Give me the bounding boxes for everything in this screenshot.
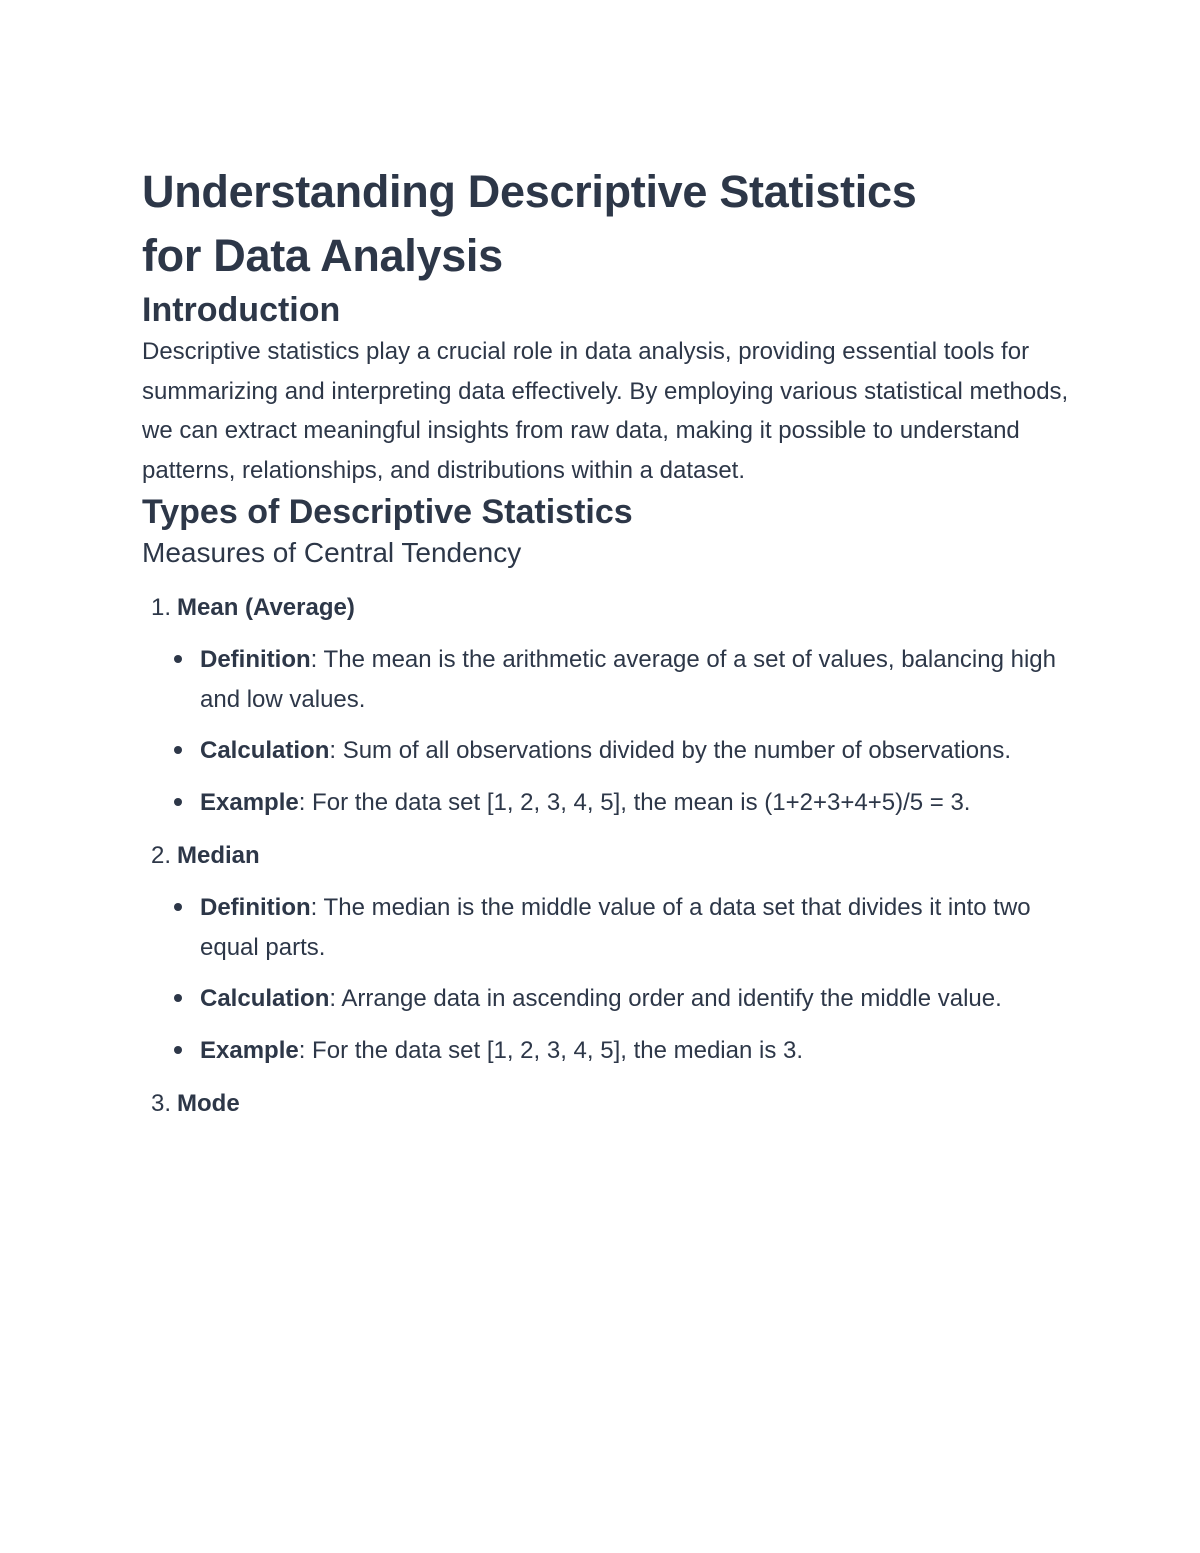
document-page: [142, 160, 1072, 1138]
bullet-icon: [174, 903, 182, 911]
detail-calculation: [200, 731, 1072, 771]
detail-text: : The mean is the arithmetic average of a set of values, balancing high and low values.: [200, 646, 1056, 713]
types-heading: Types of Descriptive Statistics: [142, 493, 633, 531]
measure-name: Mean (Average): [177, 594, 355, 621]
measure-details: [142, 640, 1072, 822]
detail-text: : The median is the middle value of a data set that divides it into two equal parts.: [200, 894, 1031, 961]
measure-item-median: [142, 836, 1072, 1070]
detail-term: Calculation: [200, 737, 330, 764]
measure-name: Median: [177, 842, 260, 869]
detail-text: : For the data set [1, 2, 3, 4, 5], the median is 3.: [298, 1036, 803, 1064]
introduction-heading: Introduction: [142, 291, 341, 329]
bullet-icon: [174, 994, 182, 1002]
bullet-icon: [174, 746, 182, 754]
document-title: [142, 160, 1072, 288]
detail-term: Example: [200, 788, 299, 816]
measure-item-mode: [142, 1084, 1072, 1124]
bullet-icon: [174, 655, 182, 663]
bullet-icon: [174, 798, 182, 806]
measure-number: 1.: [150, 594, 171, 621]
title-line-2: for Data Analysis: [142, 230, 503, 281]
detail-definition: [200, 888, 1072, 967]
detail-term: Example: [200, 1036, 299, 1064]
detail-term: Definition: [200, 646, 311, 673]
detail-term: Definition: [200, 894, 311, 921]
introduction-paragraph: Descriptive statistics play a crucial role in data analysis, providing essential tools for summarizing and interpreting data effectively. By employing various statistical methods, we can extract meaningful insights from raw data, making it possible to understand patterns, relationships, and distributions within a dataset.: [142, 338, 1069, 484]
measure-title: [142, 1084, 1072, 1124]
measure-title: [142, 836, 1072, 876]
measure-details: [142, 888, 1072, 1070]
bullet-icon: [174, 1046, 182, 1054]
detail-term: Calculation: [200, 985, 330, 1012]
measure-title: [142, 588, 1072, 628]
detail-text: : Arrange data in ascending order and identify the middle value.: [329, 985, 1002, 1012]
detail-calculation: [200, 979, 1072, 1019]
measure-item-mean: [142, 588, 1072, 822]
detail-text: : Sum of all observations divided by the number of observations.: [329, 737, 1012, 764]
detail-definition: [200, 640, 1072, 719]
detail-text: : For the data set [1, 2, 3, 4, 5], the mean is (1+2+3+4+5)/5 = 3.: [298, 788, 971, 816]
title-line-1: Understanding Descriptive Statistics: [142, 166, 917, 217]
measure-name: Mode: [177, 1090, 240, 1117]
measures-list: [142, 588, 1072, 1124]
measure-number: 3.: [150, 1090, 171, 1117]
central-tendency-heading: Measures of Central Tendency: [142, 537, 522, 568]
detail-example: [200, 783, 1072, 823]
detail-example: [200, 1031, 1072, 1071]
measure-number: 2.: [150, 842, 171, 869]
